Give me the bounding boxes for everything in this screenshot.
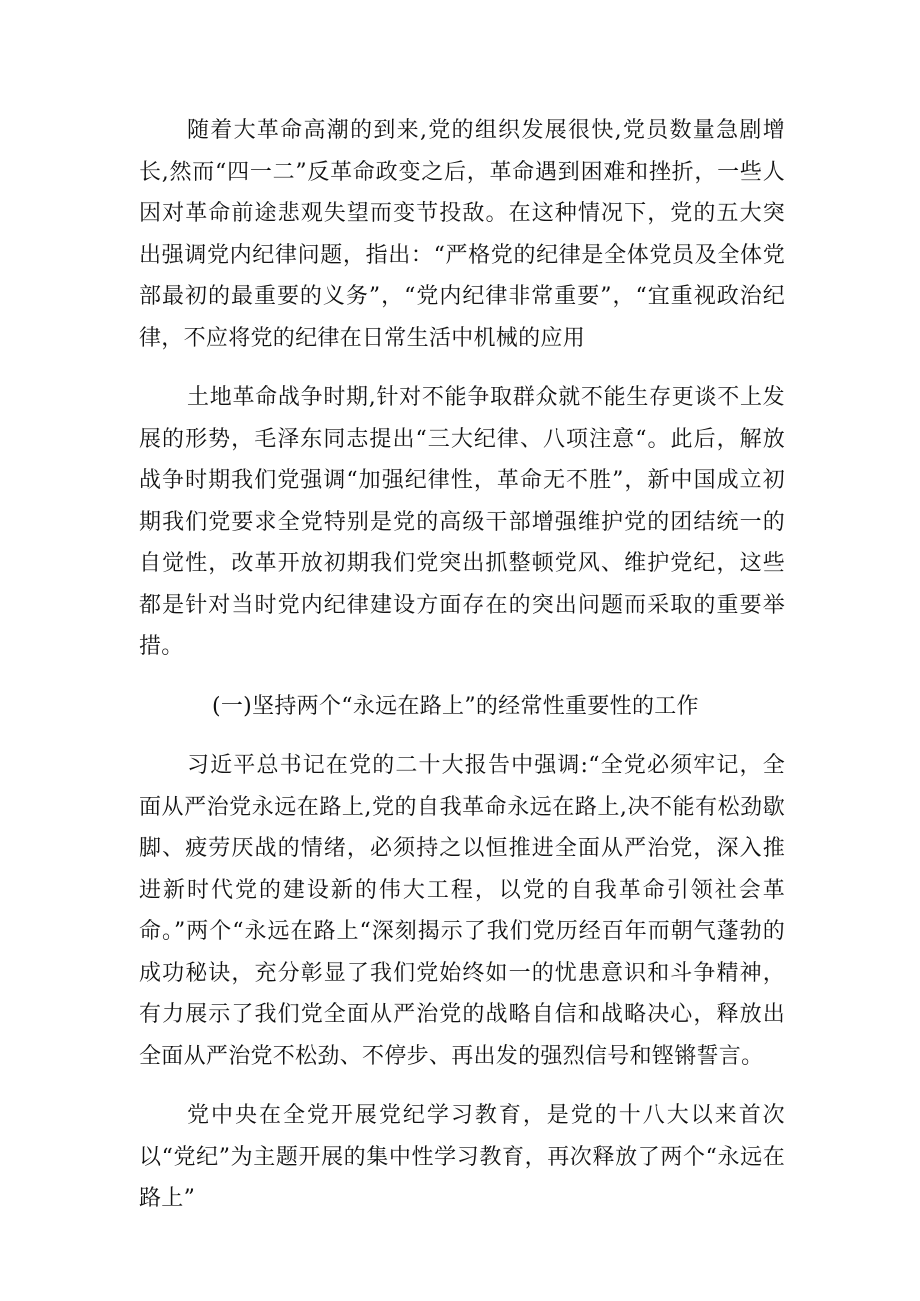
paragraph-land-revolution: 土地革命战争时期,针对不能争取群众就不能生存更谈不上发展的形势，毛泽东同志提出“三大纪律、八项注意“。此后，解放战争时期我们党强调“加强纪律性，革命无不胜”，新中国成立初期我们党要求全党特别是党的高级干部增强维护党的团结统一的自觉性，改革开放初期我们党突出抓整顿党风、维护党纪，这些都是针对当时党内纪律建设方面存在的突出问题而采取的重要举措。 [139, 385, 785, 659]
document-body [139, 110, 785, 1220]
paragraph-twentieth-congress: 习近平总书记在党的二十大报告中强调:“全党必须牢记，全面从严治党永远在路上,党的自我革命永远在路上,决不能有松劲歇脚、疲劳厌战的情绪，必须持之以恒推进全面从严治党，深入推进新时代党的建设新的伟大工程，以党的自我革命引领社会革命。”两个“永远在路上“深刻揭示了我们党历经百年而朝气蓬勃的成功秘诀，充分彰显了我们党始终如一的忧患意识和斗争精神，有力展示了我们党全面从严治党的战略自信和战略决心，释放出全面从严治党不松劲、不停步、再出发的强烈信号和铿锵誓言。 [139, 753, 785, 1069]
paragraph-great-revolution: 随着大革命高潮的到来,党的组织发展很快,党员数量急剧增长,然而“四一二”反革命政变之后，革命遇到困难和挫折，一些人因对革命前途悲观失望而变节投敌。在这种情况下，党的五大突出强调党内纪律问题，指出：“严格党的纪律是全体党员及全体党部最初的最重要的义务”，“党内纪律非常重要”，“宜重视政治纪律，不应将党的纪律在日常生活中机械的应用 [139, 118, 785, 351]
section-heading: (一)坚持两个“永远在路上”的经常性重要性的工作 [212, 693, 699, 719]
paragraph-discipline-education: 党中央在全党开展党纪学习教育，是党的十八大以来首次以“党纪”为主题开展的集中性学习教育，再次释放了两个“永远在路上” [139, 1103, 785, 1211]
